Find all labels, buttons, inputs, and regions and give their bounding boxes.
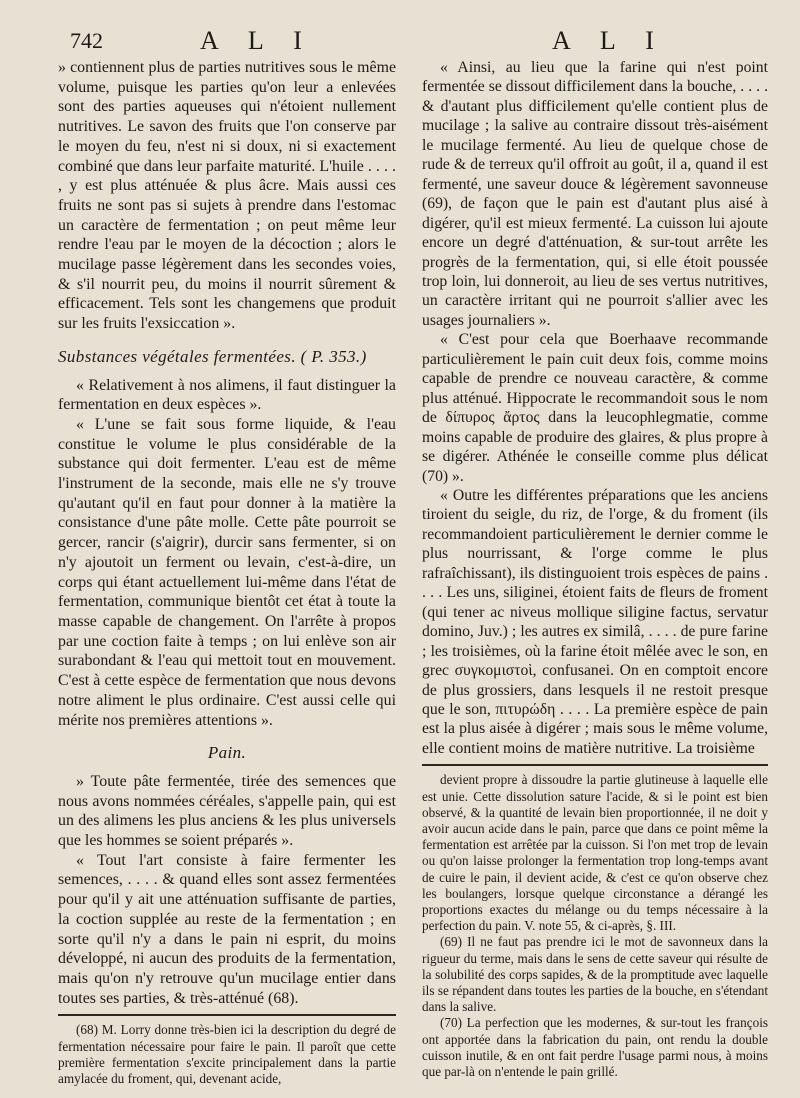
paragraph: « C'est pour cela que Boerhaave recommande particulièrement le pain cuit deux fois, comme moins capable de prendre ce nouveau caractère, & comme plus atténué. Hippocrate le recommandoit sous le nom de δίπυρος ἄρτος dans la leucophlegmatie, comme moins capable de produire des glaires, & plus propre à se digérer. Athénée le conseille comme plus délicat (70) ».	[422, 331, 768, 485]
section-heading-fermented: Substances végétales fermentées. ( P. 353.)	[58, 346, 367, 366]
footnote-rule	[58, 1014, 396, 1016]
footnote-rule	[422, 764, 768, 766]
paragraph: « Relativement à nos alimens, il faut distinguer la fermentation en deux espèces ».	[58, 376, 396, 414]
footnote-70: (70) La perfection que les modernes, & sur-tout les françois ont apportée dans la fabrication du pain, ont rendu la double cuisson inutile, & en ont fait perdre l'usage parmi nous, à moins que par-là on n'entende le pain grillé.	[422, 1015, 768, 1079]
paragraph: « Outre les différentes préparations que les anciens tiroient du seigle, du riz, de l'orge, & du froment (ils recommandoient particulièrement le dernier comme le plus nourrissant, & l'orge comme le plus rafraîchissant), ils distinguoient trois espèces de pains . . . . Les uns, siliginei, étoient faits de fleurs de froment (qui tener ac niveus mollique siligine factus, servatur domino, Juv.) ; les autres ex similâ, . . . . de pure farine ; les troisièmes, où la farine étoit mêlée avec le son, en grec συγκομιστοὶ, confusanei. On en comptoit encore de plus grossiers, dans lesquels il ne restoit presque que le son, πιτυρώδη . . . . La première espèce de pain est la plus aisée à digérer ; mais sous le même volume, elle contient moins de matière nutritive. La troisième	[422, 486, 768, 757]
paragraph: « L'une se fait sous forme liquide, & l'eau constitue le volume le plus considérable de la substance qui doit fermenter. L'eau est de même l'instrument de la seconde, mais elle ne s'y trouve qu'autant qu'il en faut pour donner à la matière la consistance d'une pâte molle. Cette pâte pourroit se gercer, rancir (s'aigrir), durcir sans fermenter, si on n'y ajoutoit un ferment ou levain, c'est-à-dire, un corps qui étant actuellement lui-même dans l'état de fermentation, communique bientôt cet état à toute la masse capable de changement. On l'arrête à propos par une coction faite à temps ; on lui enlève son air surabondant & l'eau qui mettoit tout en mouvement. C'est à cette espèce de fermentation que nous devons notre aliment le plus ordinaire. C'est aussi celle qui mérite nos premières attentions ».	[58, 415, 396, 729]
right-column	[422, 58, 768, 1080]
footnote-69: (69) Il ne faut pas prendre ici le mot de savonneux dans la rigueur du terme, mais dans le sens de cette saveur qui résulte de la solubilité des corps sapides, & de la promptitude avec laquelle ils se répandent dans toutes les parties de la bouche, en s'étendant dans la salive.	[422, 934, 768, 1015]
running-header	[0, 16, 800, 56]
paragraph: « Tout l'art consiste à faire fermenter les semences, . . . . & quand elles sont assez fermentées pour qu'il y ait une atténuation suffisante de parties, la coction supplée au reste de la fermentation ; en sorte qu'il n'y a dans le pain ni esprit, du moins développé, ni aucun des produits de la fermentation, mais qu'on n'y retrouve qu'un mucilage entier dans toutes ses parties, & très-atténué (68).	[58, 851, 396, 1007]
running-head-right: A L I	[552, 26, 666, 55]
paragraph: » Toute pâte fermentée, tirée des semences que nous avons nommées céréales, s'appelle pain, qui est un des alimens les plus anciens & les plus universels que les hommes se soient préparés ».	[58, 772, 396, 850]
page-number: 742	[70, 28, 103, 53]
footnote-68-continued: devient propre à dissoudre la partie glutineuse à laquelle elle est unie. Cette dissolution sature l'acide, & si le point est bien observé, & la quantité de levain bien proportionnée, il ne doit y avoir aucun acide dans le pain, parce que dans ce point même la fermentation est arrêtée par la cuisson. Si l'on met trop de levain ou qu'on laisse prolonger la fermentation trop long-temps avant de cuire le pain, il devient acide, & c'est ce qu'on observe chez les boulangers, lorsque quelque circonstance a dérangé les proportions exactes du mélange ou du temps nécessaire à la perfection du pain. V. note 55, & ci-après, §. III.	[422, 772, 768, 934]
paragraph: « Ainsi, au lieu que la farine qui n'est point fermentée se dissout difficilement dans la bouche, . . . . & d'autant plus difficilement qu'elle contient plus de mucilage ; la salive au contraire dissout très-aisément le mucilage fermenté. Au lieu de quelque chose de rude & de terreux qu'il offroit au goût, il a, quand il est fermenté, une saveur douce & légèrement savonneuse (69), de façon que le pain est d'autant plus aisé à digérer, qu'il est mieux fermenté. La cuisson lui ajoute encore un degré d'atténuation, & sur-tout arrête les progrès de la fermentation, qui, si elle étoit poussée trop loin, lui donneroit, au lieu de ses vertus nutritives, un caractère irritant qui ne pourroit s'allier avec les usages journaliers ».	[422, 59, 768, 329]
running-head-left: A L I	[200, 26, 314, 55]
section-heading-pain: Pain.	[207, 743, 247, 763]
footnote-68: (68) M. Lorry donne très-bien ici la description du degré de fermentation nécessaire pour faire le pain. Il paroît que cette première fermentation s'excite principalement dans la partie amylacée du froment, qui, devenant acide,	[58, 1022, 396, 1086]
left-column	[58, 58, 396, 1087]
paragraph: » contiennent plus de parties nutritives sous le même volume, puisque les parties qu'on leur a enlevées sont des parties aqueuses qui n'étoient nullement nutritives. Le savon des fruits que l'on conserve par le moyen du feu, n'est ni si doux, ni si exactement combiné que dans leur parfaite maturité. L'huile . . . . , y est plus atténuée & plus âcre. Mais aussi ces fruits ne sont pas si sujets à prendre dans l'estomac un caractère de fermentation ; on peut même leur rendre l'eau par le moyen de la décoction ; alors le mucilage passe légèrement dans les secondes voies, & s'il nourrit peu, du moins il nourrit sûrement & efficacement. Tels sont les changemens que produit sur les fruits l'exsiccation ».	[58, 59, 396, 333]
